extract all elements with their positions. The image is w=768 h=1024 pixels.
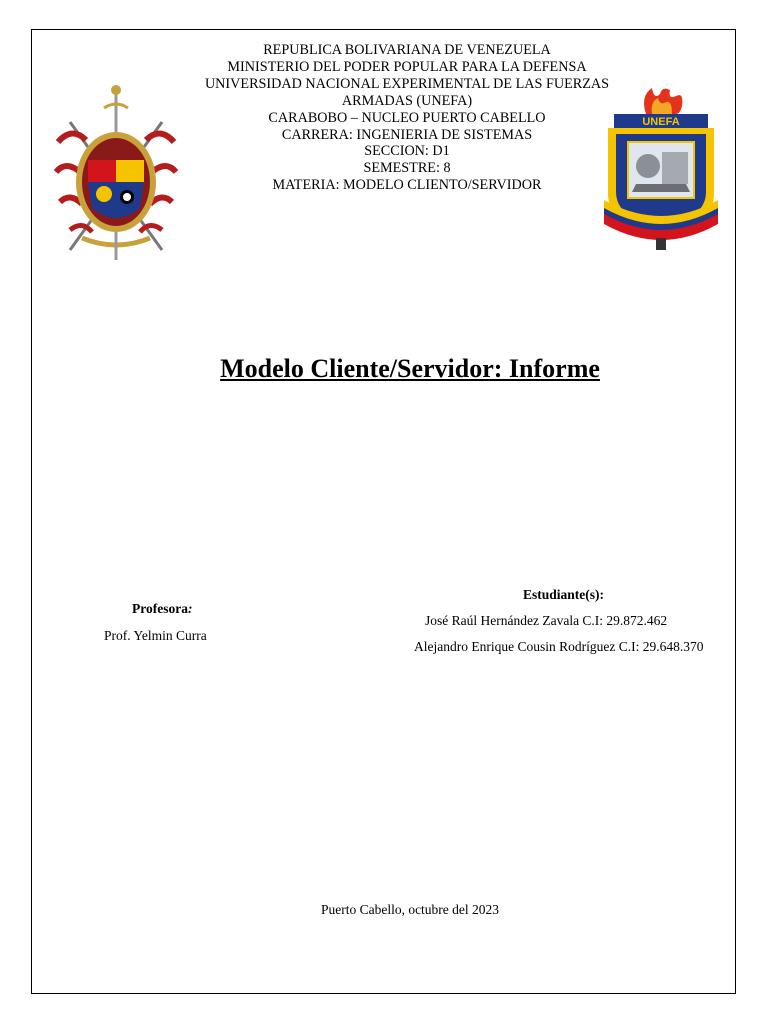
unefa-logo-text: UNEFA [642,116,680,128]
header-line: CARRERA: INGENIERIA DE SISTEMAS [281,126,533,143]
place-date: Puerto Cabello, octubre del 2023 [320,902,500,917]
institution-header [170,42,644,194]
header-line: REPUBLICA BOLIVARIANA DE VENEZUELA [263,42,551,58]
teacher-name: Prof. Yelmin Curra [104,628,207,643]
teacher-heading-colon: : [187,601,193,616]
student-name: José Raúl Hernández Zavala C.I: 29.872.462 [425,613,668,628]
header-line: ARMADAS (UNEFA) [341,92,473,109]
header-line: SEMESTRE: 8 [363,160,451,177]
teacher-heading-label: Profesora [132,601,188,616]
header-line: SECCION: D1 [364,143,450,160]
header-line: MINISTERIO DEL PODER POPULAR PARA LA DEFENSA [227,58,587,75]
student-name: Alejandro Enrique Cousin Rodríguez C.I: 29.648.370 [414,639,704,654]
header-line: CARABOBO – NUCLEO PUERTO CABELLO [268,109,546,126]
document-title: Modelo Cliente/Servidor: Informe [220,354,600,383]
students-heading: Estudiante(s): [523,587,605,602]
venezuela-coat-of-arms-icon [52,82,180,262]
teacher-heading [132,601,192,617]
header-line: MATERIA: MODELO CLIENTO/SERVIDOR [272,177,542,194]
header-line: UNIVERSIDAD NACIONAL EXPERIMENTAL DE LAS FUERZAS [204,75,610,92]
